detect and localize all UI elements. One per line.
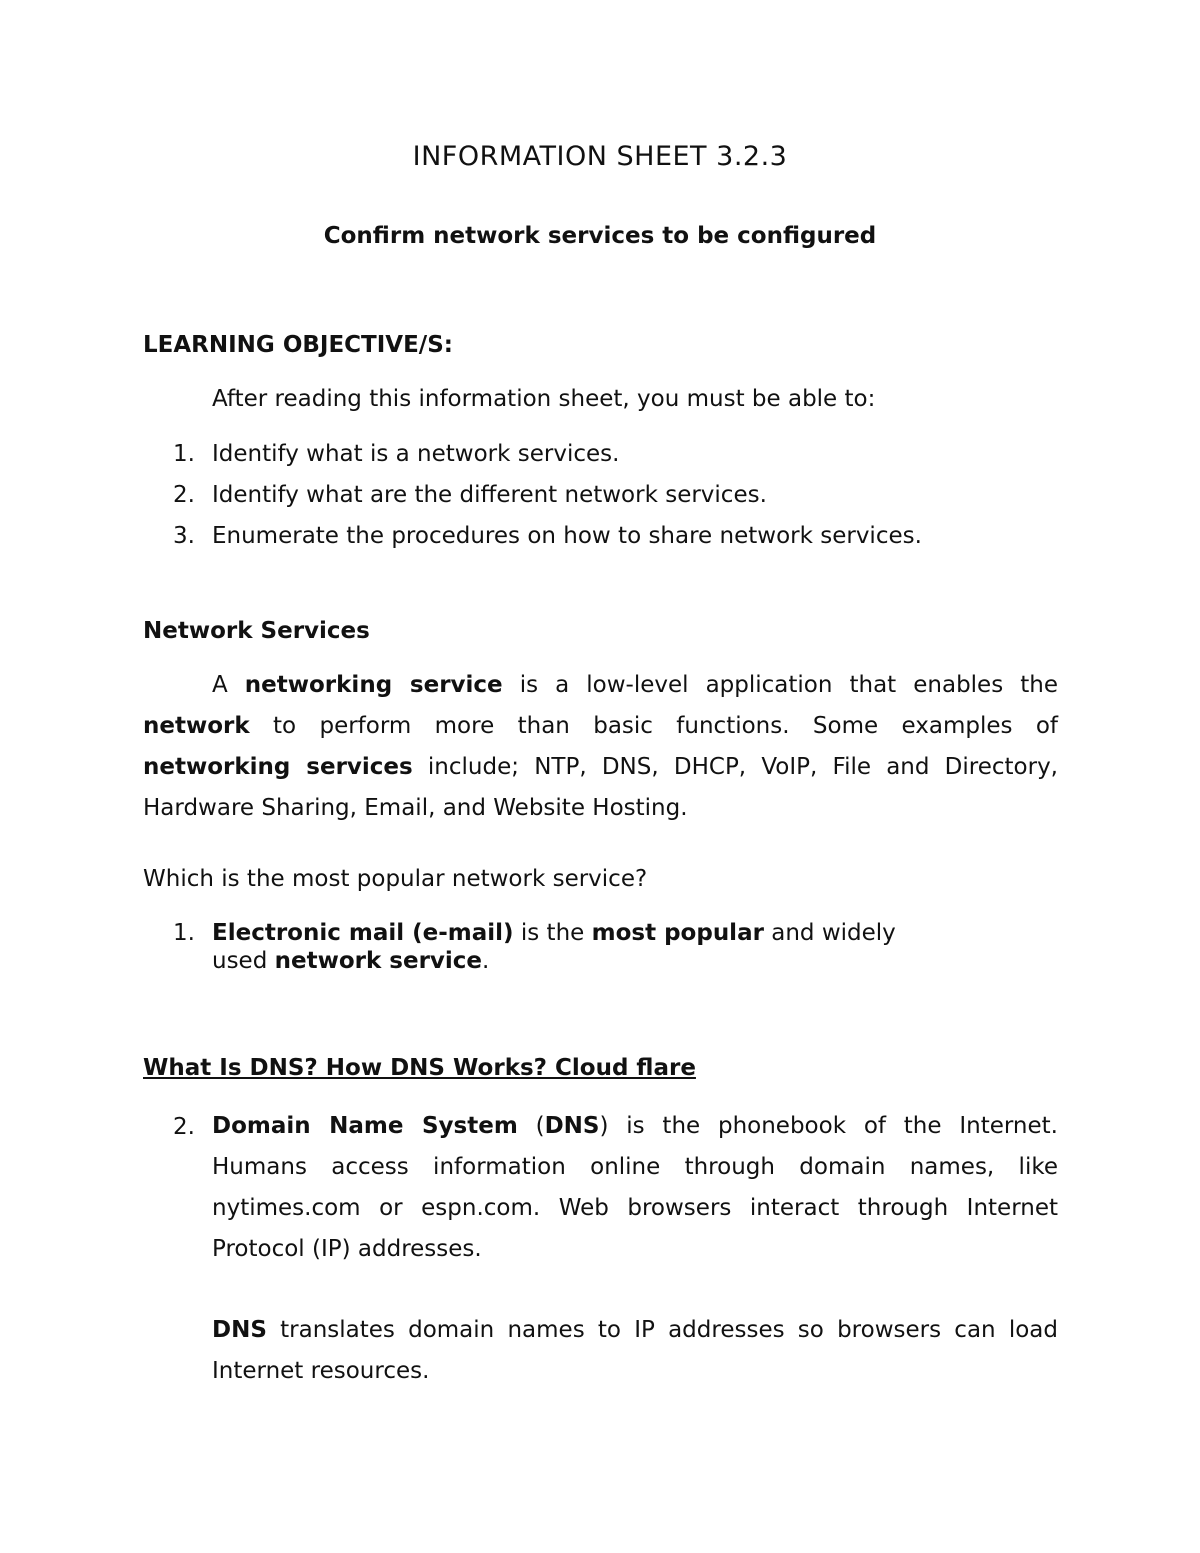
objectives-heading: LEARNING OBJECTIVE/S: xyxy=(143,332,453,358)
dns-heading-link[interactable]: What Is DNS? How DNS Works? Cloud flare xyxy=(143,1055,696,1081)
list-number: 3. xyxy=(173,523,195,549)
list-text: Enumerate the procedures on how to share network services. xyxy=(212,523,922,549)
page-title: INFORMATION SHEET 3.2.3 xyxy=(412,141,788,172)
network-services-heading: Network Services xyxy=(143,618,370,644)
list-number: 2. xyxy=(173,482,195,508)
popular-service-question: Which is the most popular network service? xyxy=(143,866,648,892)
email-line-2: used network service. xyxy=(212,948,490,974)
list-number: 2. xyxy=(173,1114,195,1140)
dns-paragraph: Domain Name System (DNS) is the phonebook of the Internet. Humans access information online through domain names, like nytimes.com or espn.com. Web browsers interact through Internet Protocol (IP) addresses. xyxy=(212,1113,1058,1262)
list-text: Identify what is a network services. xyxy=(212,441,620,467)
list-text: Identify what are the different network services. xyxy=(212,482,767,508)
objectives-intro: After reading this information sheet, you must be able to: xyxy=(212,386,876,412)
list-number: 1. xyxy=(173,441,195,467)
email-line-1: Electronic mail (e-mail) is the most popular and widely xyxy=(212,920,896,946)
dns-translation-paragraph: DNS translates domain names to IP addresses so browsers can load Internet resources. xyxy=(212,1317,1058,1384)
network-services-paragraph: A networking service is a low-level application that enables the network to perform more than basic functions. Some examples of networking services include; NTP, DNS, DHCP, VoIP, File and Directory, Hardware Sharing, Email, and Website Hosting. xyxy=(143,672,1058,821)
list-number: 1. xyxy=(173,920,195,946)
page-subtitle: Confirm network services to be configured xyxy=(323,223,877,249)
